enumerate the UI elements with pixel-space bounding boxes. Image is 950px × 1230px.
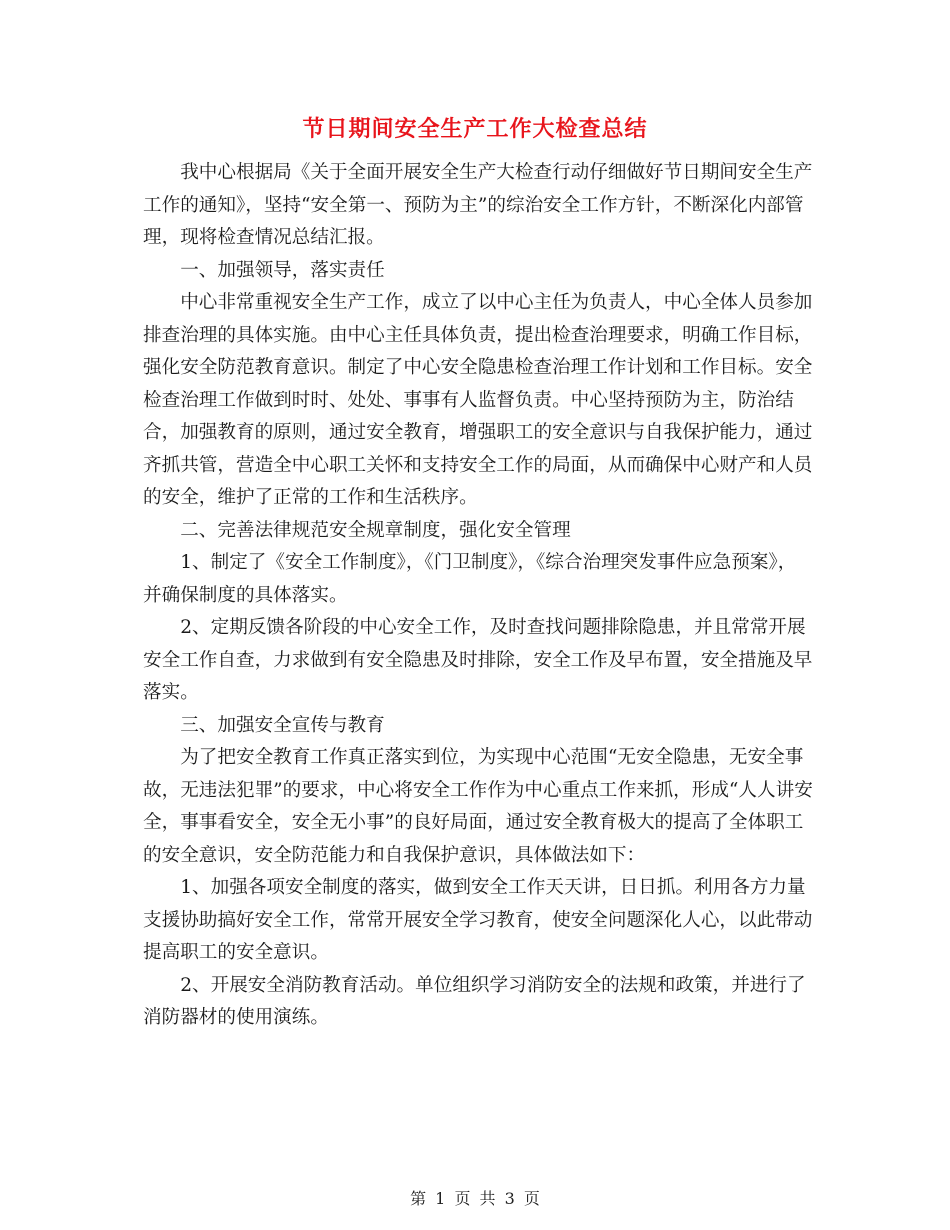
section-2-item-1: 1、制定了《安全工作制度》，《门卫制度》，《综合治理突发事件应急预案》，并确保制度的具体落实。 (143, 552, 797, 606)
section-heading-3: 三、加强安全宣传与教育 (180, 714, 385, 736)
section-heading-1: 一、加强领导，落实责任 (180, 259, 385, 281)
page-number-footer: 第 1 页 共 3 页 (410, 1189, 540, 1208)
section-3-item-2: 2、开展安全消防教育活动。单位组织学习消防安全的法规和政策，并进行了消防器材的使用演练。 (143, 974, 806, 1028)
section-1-paragraph: 中心非常重视安全生产工作，成立了以中心主任为负责人，中心全体人员参加排查治理的具体实施。由中心主任具体负责，提出检查治理要求，明确工作目标，强化安全防范教育意识。制定了中心安全隐患检查治理工作计划和工作目标。安全检查治理工作做到时时、处处、事事有人监督负责。中心坚持预防为主，防治结合，加强教育的原则，通过安全教育，增强职工的安全意识与自我保护能力，通过齐抓共管，营造全中心职工关怀和支持安全工作的局面，从而确保中心财产和人员的安全，维护了正常的工作和生活秩序。 (143, 292, 813, 508)
section-2-item-2: 2、定期反馈各阶段的中心安全工作，及时查找问题排除隐患，并且常常开展安全工作自查，力求做到有安全隐患及时排除，安全工作及早布置，安全措施及早落实。 (143, 617, 813, 703)
document-body (143, 157, 813, 1035)
section-3-paragraph: 为了把安全教育工作真正落实到位，为实现中心范围“无安全隐患，无安全事故，无违法犯罪”的要求，中心将安全工作作为中心重点工作来抓，形成“人人讲安全，事事看安全，安全无小事”的良好局面，通过安全教育极大的提高了全体职工的安全意识，安全防范能力和自我保护意识，具体做法如下： (143, 747, 813, 866)
document-title: 节日期间安全生产工作大检查总结 (302, 116, 648, 142)
section-heading-2: 二、完善法律规范安全规章制度，强化安全管理 (180, 519, 571, 541)
section-3-item-1: 1、加强各项安全制度的落实，做到安全工作天天讲，日日抓。利用各方力量支援协助搞好安全工作，常常开展安全学习教育，使安全问题深化人心，以此带动提高职工的安全意识。 (143, 877, 813, 963)
intro-paragraph: 我中心根据局《关于全面开展安全生产大检查行动仔细做好节日期间安全生产工作的通知》，坚持“安全第一、预防为主”的综治安全工作方针，不断深化内部管理，现将检查情况总结汇报。 (143, 162, 813, 248)
